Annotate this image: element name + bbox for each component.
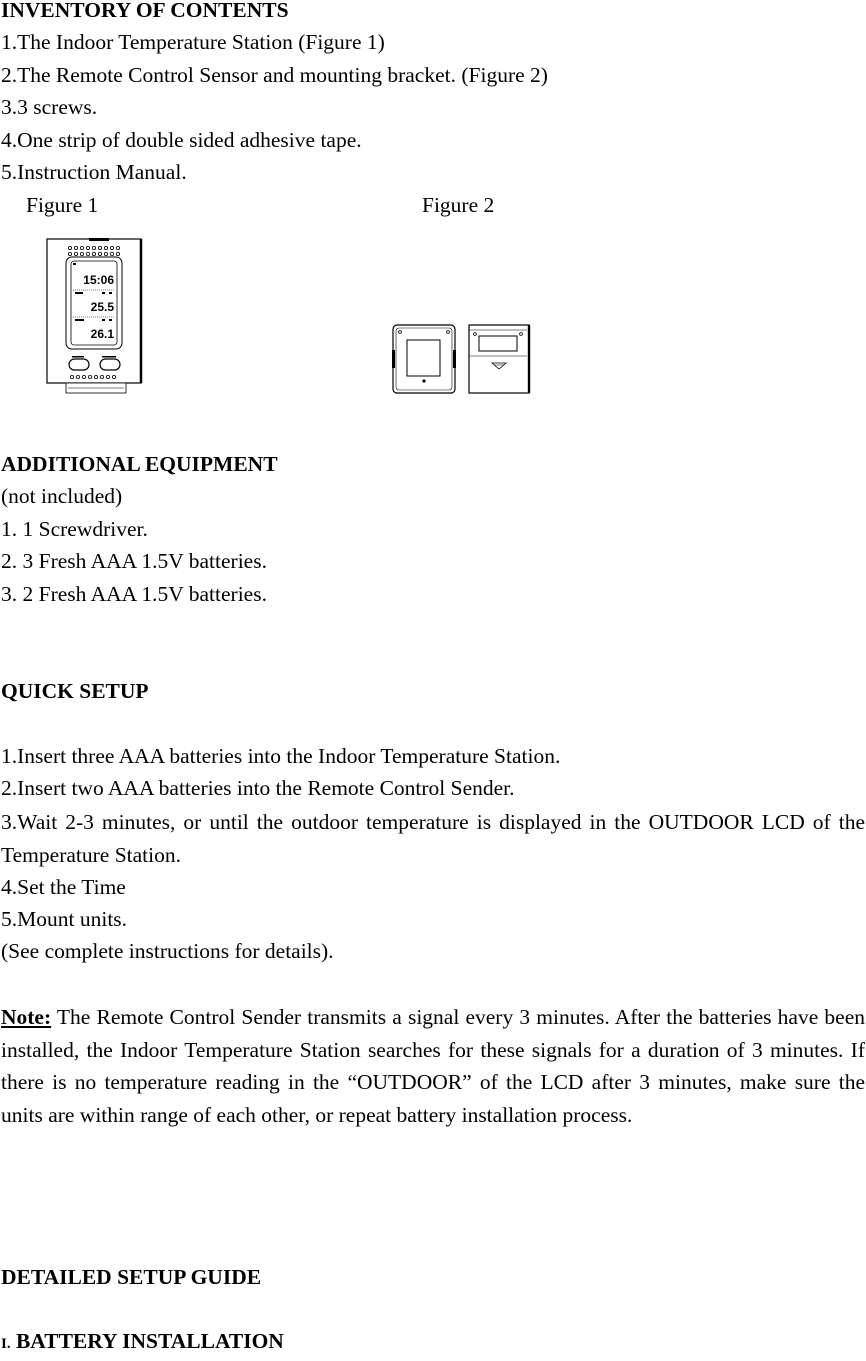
quick-setup-step-1: 1.Insert three AAA batteries into the Indoor Temperature Station. <box>1 744 561 768</box>
note-text: The Remote Control Sender transmits a signal every 3 minutes. After the batteries have been installed, the Indoor Temperature Station searches for these signals for a duration of 3 minutes. If there is no temperature reading in the “OUTDOOR” of the LCD after 3 minutes, make sure the units are within range of each other, or repeat battery installation process. <box>1 1005 865 1127</box>
quick-setup-note <box>1 1001 865 1131</box>
figure-2-label: Figure 2 <box>422 193 495 217</box>
figure-1-label: Figure 1 <box>26 193 99 217</box>
note-label: Note: <box>1 1005 52 1029</box>
section-title: BATTERY INSTALLATION <box>10 1329 284 1353</box>
lcd-outdoor-temp: 26.1 <box>90 327 114 341</box>
section-roman-numeral: I. <box>1 1336 11 1352</box>
detailed-setup-heading: DETAILED SETUP GUIDE <box>1 1265 262 1289</box>
quick-setup-heading: QUICK SETUP <box>1 679 149 703</box>
lcd-indoor-temp: 25.5 <box>90 300 114 314</box>
additional-item-3: 3. 2 Fresh AAA 1.5V batteries. <box>1 582 267 606</box>
quick-setup-step-4: 4.Set the Time <box>1 875 126 899</box>
figure-2-sensor-illustration <box>390 322 535 396</box>
additional-heading: ADDITIONAL EQUIPMENT <box>1 452 278 476</box>
inventory-item-1: 1.The Indoor Temperature Station (Figure 1) <box>1 30 385 54</box>
additional-item-2: 2. 3 Fresh AAA 1.5V batteries. <box>1 549 267 573</box>
inventory-heading: INVENTORY OF CONTENTS <box>1 0 289 22</box>
additional-subheading: (not included) <box>1 484 123 508</box>
lcd-time: 15:06 <box>83 273 114 287</box>
inventory-item-2: 2.The Remote Control Sensor and mounting bracket. (Figure 2) <box>1 63 548 87</box>
additional-item-1: 1. 1 Screwdriver. <box>1 517 148 541</box>
quick-setup-step-3: 3.Wait 2-3 minutes, or until the outdoor temperature is displayed in the OUTDOOR LCD of the Temperature Station. <box>1 810 865 867</box>
quick-setup-step-5: 5.Mount units. <box>1 907 128 931</box>
battery-installation-heading <box>1 1325 284 1361</box>
figure-1-station-illustration <box>44 236 144 398</box>
inventory-item-4: 4.One strip of double sided adhesive tape. <box>1 128 362 152</box>
inventory-item-3: 3.3 screws. <box>1 95 98 119</box>
quick-setup-see-details: (See complete instructions for details). <box>1 939 334 963</box>
quick-setup-step-2: 2.Insert two AAA batteries into the Remote Control Sender. <box>1 776 515 800</box>
inventory-item-5: 5.Instruction Manual. <box>1 160 187 184</box>
